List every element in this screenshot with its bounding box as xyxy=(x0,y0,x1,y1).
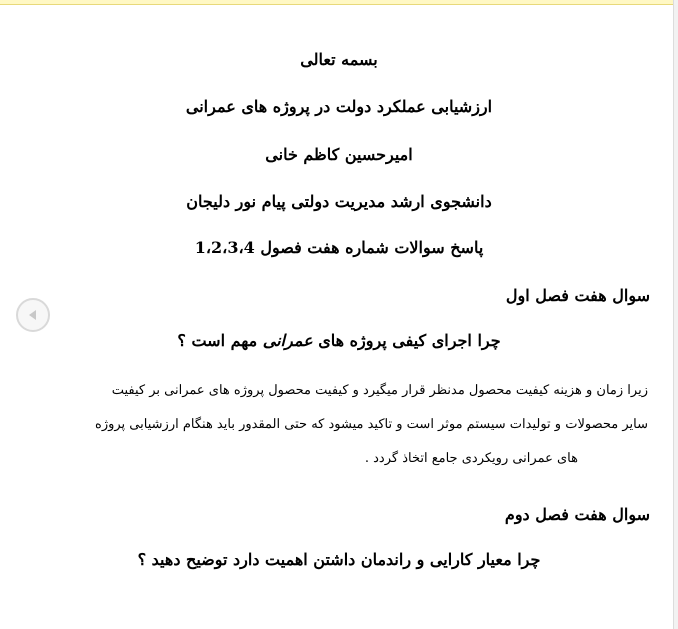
question-1-italic: عمرانی xyxy=(262,331,313,350)
document-title: ارزشیابی عملکرد دولت در پروژه های عمرانی xyxy=(185,97,493,116)
section-question-2: چرا معیار کارایی و راندمان داشتن اهمیت دارد توضیح دهید ؟ xyxy=(137,550,541,569)
answer-line: زیرا زمان و هزینه کیفیت محصول مدنظر قرار میگیرد و کیفیت محصول پروژه های عمرانی بر کیفیت xyxy=(111,383,648,398)
section-question-1 xyxy=(0,331,678,350)
basmala: بسمه تعالی xyxy=(300,50,378,69)
author-affiliation: دانشجوی ارشد مدیریت دولتی پیام نور دلیجان xyxy=(186,192,492,211)
author-name: امیرحسین کاظم خانی xyxy=(265,145,413,164)
chevron-left-icon xyxy=(26,308,40,322)
section-heading-2: سوال هفت فصل دوم xyxy=(504,505,650,524)
previous-page-button[interactable] xyxy=(16,298,50,332)
question-1-prefix: چرا اجرای کیفی پروژه های xyxy=(318,331,501,350)
question-1-suffix: مهم است ؟ xyxy=(177,331,258,350)
section-heading-1: سوال هفت فصل اول xyxy=(505,286,650,305)
section-answer-1 xyxy=(58,374,648,476)
answer-line: های عمرانی رویکردی جامع اتخاذ گردد . xyxy=(364,451,578,466)
answer-line: سایر محصولات و تولیدات سیستم موثر است و تاکید میشود که حتی المقدور باید هنگام ارزشیابی پروژه xyxy=(95,417,648,432)
document-subtitle: پاسخ سوالات شماره هفت فصول 1،2،3،4 xyxy=(194,238,484,257)
